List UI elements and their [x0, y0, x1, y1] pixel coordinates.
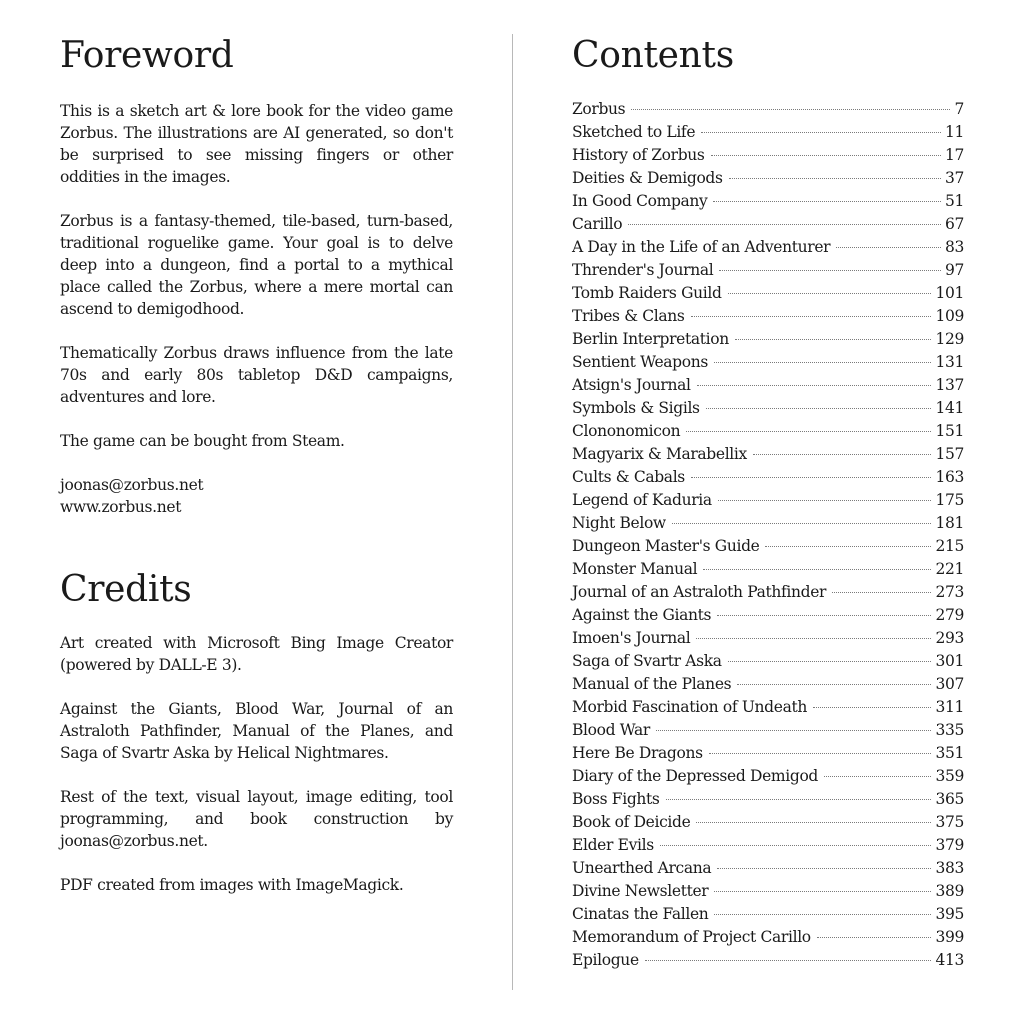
- toc-entry-page: 181: [935, 514, 964, 532]
- credits-paragraph: Rest of the text, visual layout, image editing, tool programming, and book construction by joonas@zorbus.net.: [60, 788, 453, 850]
- toc-leader-dots: [728, 661, 932, 662]
- toc-leader-dots: [703, 569, 931, 570]
- toc-entry: [572, 951, 964, 974]
- toc-entry-title: Here Be Dragons: [572, 744, 703, 762]
- toc-leader-dots: [628, 224, 941, 225]
- table-of-contents: [572, 100, 964, 974]
- toc-leader-dots: [696, 638, 931, 639]
- toc-entry: [572, 675, 964, 698]
- toc-entry-title: Cinatas the Fallen: [572, 905, 709, 923]
- right-page: [572, 36, 964, 990]
- toc-entry: [572, 583, 964, 606]
- credits-paragraph: Art created with Microsoft Bing Image Creator (powered by DALL-E 3).: [60, 634, 453, 674]
- toc-entry: [572, 905, 964, 928]
- toc-entry-page: 131: [935, 353, 964, 371]
- foreword-paragraph: This is a sketch art & lore book for the video game Zorbus. The illustrations are AI generated, so don't be surprised to see missing fingers or other oddities in the images.: [60, 102, 453, 186]
- toc-entry-page: 7: [954, 100, 964, 118]
- contact-website: www.zorbus.net: [60, 498, 182, 516]
- toc-leader-dots: [717, 868, 931, 869]
- contact-email: joonas@zorbus.net: [60, 476, 204, 494]
- toc-entry-title: Book of Deicide: [572, 813, 691, 831]
- toc-entry-page: 37: [944, 169, 964, 187]
- toc-leader-dots: [706, 408, 932, 409]
- toc-entry: [572, 767, 964, 790]
- toc-entry-page: 413: [935, 951, 964, 969]
- toc-entry-title: Saga of Svartr Aska: [572, 652, 722, 670]
- toc-entry: [572, 376, 964, 399]
- toc-leader-dots: [691, 477, 932, 478]
- toc-leader-dots: [832, 592, 931, 593]
- toc-leader-dots: [660, 845, 932, 846]
- toc-leader-dots: [817, 937, 932, 938]
- toc-entry-page: 163: [935, 468, 964, 486]
- toc-entry-page: 293: [935, 629, 964, 647]
- toc-leader-dots: [718, 500, 932, 501]
- toc-entry-title: Legend of Kaduria: [572, 491, 712, 509]
- toc-leader-dots: [656, 730, 932, 731]
- toc-entry: [572, 169, 964, 192]
- toc-leader-dots: [765, 546, 931, 547]
- toc-entry-page: 359: [935, 767, 964, 785]
- toc-entry-title: Dungeon Master's Guide: [572, 537, 760, 555]
- toc-entry-title: Clononomicon: [572, 422, 681, 440]
- toc-entry-title: Divine Newsletter: [572, 882, 709, 900]
- toc-leader-dots: [717, 615, 931, 616]
- toc-entry-page: 51: [944, 192, 964, 210]
- toc-leader-dots: [737, 684, 931, 685]
- toc-entry: [572, 882, 964, 905]
- toc-entry-title: Carillo: [572, 215, 623, 233]
- toc-entry-page: 129: [935, 330, 964, 348]
- toc-entry-page: 335: [935, 721, 964, 739]
- toc-entry-title: Epilogue: [572, 951, 639, 969]
- toc-entry-page: 399: [935, 928, 964, 946]
- toc-entry: [572, 422, 964, 445]
- toc-entry-title: Deities & Demigods: [572, 169, 723, 187]
- toc-leader-dots: [672, 523, 932, 524]
- toc-entry: [572, 790, 964, 813]
- foreword-paragraph: The game can be bought from Steam.: [60, 432, 345, 450]
- toc-entry-title: Atsign's Journal: [572, 376, 691, 394]
- contents-title: Contents: [572, 35, 734, 76]
- toc-entry: [572, 445, 964, 468]
- toc-entry: [572, 928, 964, 951]
- toc-entry: [572, 859, 964, 882]
- toc-entry-title: A Day in the Life of an Adventurer: [572, 238, 831, 256]
- toc-entry: [572, 238, 964, 261]
- toc-entry-title: Cults & Cabals: [572, 468, 685, 486]
- toc-entry-page: 383: [935, 859, 964, 877]
- page-divider: [512, 34, 513, 990]
- toc-entry-title: Symbols & Sigils: [572, 399, 700, 417]
- toc-leader-dots: [714, 362, 932, 363]
- toc-entry: [572, 698, 964, 721]
- credits-body: [60, 632, 453, 896]
- toc-entry-page: 11: [944, 123, 964, 141]
- toc-entry: [572, 537, 964, 560]
- toc-entry-page: 97: [944, 261, 964, 279]
- toc-leader-dots: [728, 293, 932, 294]
- toc-entry-page: 109: [935, 307, 964, 325]
- toc-entry: [572, 491, 964, 514]
- toc-entry-page: 311: [935, 698, 964, 716]
- toc-entry-title: Sketched to Life: [572, 123, 696, 141]
- toc-leader-dots: [753, 454, 932, 455]
- toc-entry-title: Unearthed Arcana: [572, 859, 712, 877]
- toc-leader-dots: [836, 247, 941, 248]
- toc-entry-title: Elder Evils: [572, 836, 654, 854]
- toc-entry-title: Thrender's Journal: [572, 261, 714, 279]
- toc-entry: [572, 192, 964, 215]
- toc-leader-dots: [701, 132, 941, 133]
- toc-entry-page: 137: [935, 376, 964, 394]
- toc-entry-title: Sentient Weapons: [572, 353, 708, 371]
- toc-entry: [572, 813, 964, 836]
- toc-leader-dots: [824, 776, 931, 777]
- toc-entry-page: 215: [935, 537, 964, 555]
- toc-entry-page: 83: [944, 238, 964, 256]
- toc-entry-page: 301: [935, 652, 964, 670]
- toc-leader-dots: [713, 201, 941, 202]
- toc-entry: [572, 399, 964, 422]
- toc-entry-page: 157: [935, 445, 964, 463]
- left-page: [60, 36, 453, 918]
- toc-leader-dots: [686, 431, 931, 432]
- toc-entry: [572, 514, 964, 537]
- toc-leader-dots: [631, 109, 950, 110]
- toc-entry-title: Monster Manual: [572, 560, 698, 578]
- toc-entry-title: Berlin Interpretation: [572, 330, 729, 348]
- toc-entry-page: 279: [935, 606, 964, 624]
- toc-entry-page: 141: [935, 399, 964, 417]
- toc-entry-page: 67: [944, 215, 964, 233]
- toc-entry-title: Manual of the Planes: [572, 675, 732, 693]
- foreword-paragraph: Zorbus is a fantasy-themed, tile-based, turn-based, traditional roguelike game. Your goal is to delve deep into a dungeon, find a portal to a mythical place called the Zorbus, where a mere mortal can ascend to demigodhood.: [60, 212, 453, 318]
- toc-entry-page: 17: [944, 146, 964, 164]
- toc-entry: [572, 330, 964, 353]
- toc-leader-dots: [696, 822, 931, 823]
- credits-title: Credits: [60, 569, 192, 610]
- foreword-title: Foreword: [60, 35, 234, 76]
- toc-entry-page: 351: [935, 744, 964, 762]
- toc-entry-title: In Good Company: [572, 192, 708, 210]
- credits-paragraph: PDF created from images with ImageMagick.: [60, 876, 404, 894]
- toc-leader-dots: [719, 270, 941, 271]
- foreword-paragraph: Thematically Zorbus draws influence from the late 70s and early 80s tabletop D&D campaigns, adventures and lore.: [60, 344, 453, 406]
- toc-entry-title: Tomb Raiders Guild: [572, 284, 722, 302]
- toc-entry: [572, 744, 964, 767]
- toc-leader-dots: [666, 799, 932, 800]
- toc-leader-dots: [691, 316, 932, 317]
- credits-paragraph: Against the Giants, Blood War, Journal of an Astraloth Pathfinder, Manual of the Planes, and Saga of Svartr Aska by Helical Nightmares.: [60, 700, 453, 762]
- toc-entry-title: Blood War: [572, 721, 650, 739]
- toc-entry: [572, 606, 964, 629]
- toc-entry-title: Morbid Fascination of Undeath: [572, 698, 807, 716]
- toc-leader-dots: [709, 753, 932, 754]
- toc-entry: [572, 836, 964, 859]
- toc-entry: [572, 215, 964, 238]
- toc-entry-page: 273: [935, 583, 964, 601]
- toc-leader-dots: [645, 960, 932, 961]
- toc-leader-dots: [735, 339, 932, 340]
- toc-entry-title: Zorbus: [572, 100, 626, 118]
- toc-entry-title: Boss Fights: [572, 790, 660, 808]
- toc-entry-title: Imoen's Journal: [572, 629, 691, 647]
- toc-entry: [572, 100, 964, 123]
- foreword-body: [60, 100, 453, 518]
- toc-leader-dots: [714, 914, 931, 915]
- toc-leader-dots: [729, 178, 941, 179]
- toc-entry-title: History of Zorbus: [572, 146, 705, 164]
- toc-entry-page: 395: [935, 905, 964, 923]
- toc-leader-dots: [711, 155, 941, 156]
- toc-entry-page: 101: [935, 284, 964, 302]
- toc-entry-page: 307: [935, 675, 964, 693]
- toc-leader-dots: [813, 707, 931, 708]
- toc-leader-dots: [697, 385, 932, 386]
- toc-entry-title: Tribes & Clans: [572, 307, 685, 325]
- toc-entry: [572, 307, 964, 330]
- toc-entry: [572, 146, 964, 169]
- toc-entry: [572, 123, 964, 146]
- toc-entry: [572, 261, 964, 284]
- toc-entry-page: 379: [935, 836, 964, 854]
- toc-entry: [572, 284, 964, 307]
- toc-entry-title: Night Below: [572, 514, 666, 532]
- toc-entry-page: 175: [935, 491, 964, 509]
- toc-entry: [572, 353, 964, 376]
- toc-entry: [572, 652, 964, 675]
- toc-entry-title: Magyarix & Marabellix: [572, 445, 747, 463]
- toc-leader-dots: [714, 891, 931, 892]
- toc-entry-title: Memorandum of Project Carillo: [572, 928, 811, 946]
- toc-entry: [572, 629, 964, 652]
- toc-entry: [572, 721, 964, 744]
- toc-entry-title: Against the Giants: [572, 606, 712, 624]
- toc-entry: [572, 560, 964, 583]
- toc-entry-title: Journal of an Astraloth Pathfinder: [572, 583, 827, 601]
- toc-entry-title: Diary of the Depressed Demigod: [572, 767, 818, 785]
- toc-entry: [572, 468, 964, 491]
- toc-entry-page: 221: [935, 560, 964, 578]
- toc-entry-page: 151: [935, 422, 964, 440]
- toc-entry-page: 375: [935, 813, 964, 831]
- toc-entry-page: 365: [935, 790, 964, 808]
- toc-entry-page: 389: [935, 882, 964, 900]
